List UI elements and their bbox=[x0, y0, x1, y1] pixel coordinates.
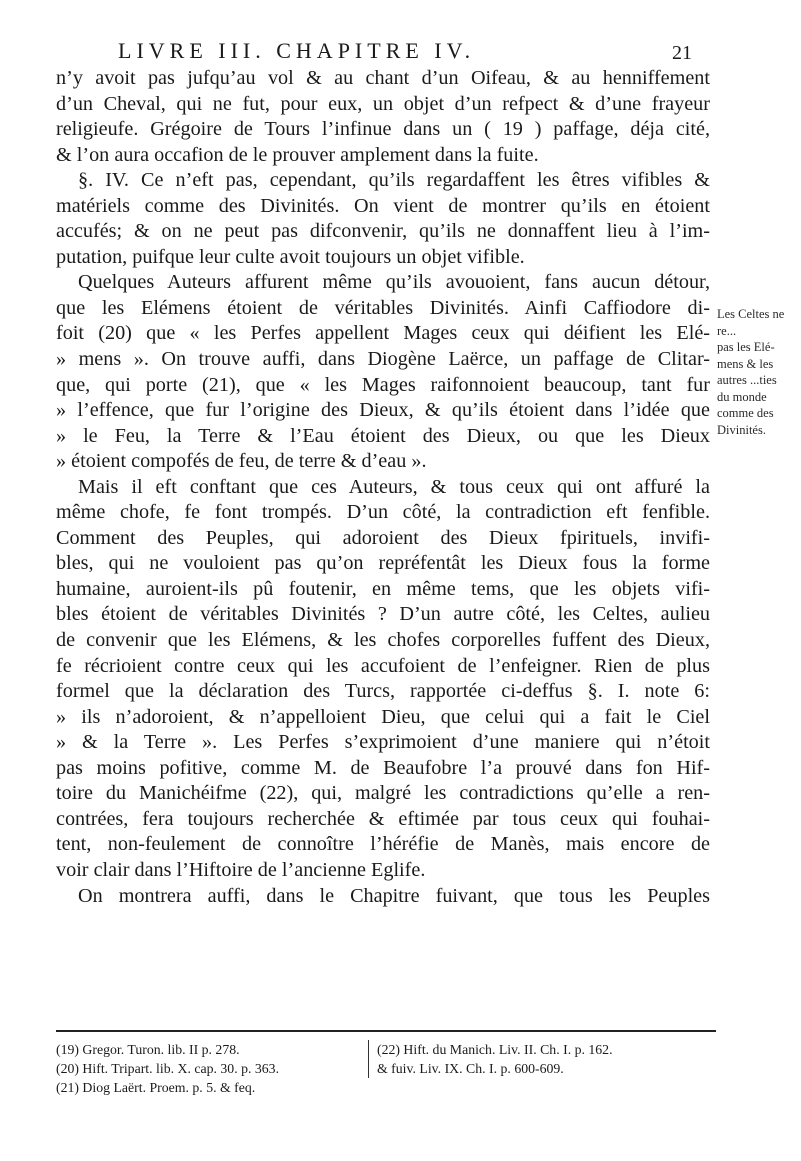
main-text bbox=[56, 66, 710, 909]
text-line: » le Feu, la Terre & l’Eau étoient des Dieux, ou que les Dieux bbox=[56, 424, 710, 447]
footnotes-left bbox=[56, 1040, 356, 1097]
margin-note-line: pas les Elé- bbox=[717, 340, 775, 354]
page-number: 21 bbox=[672, 42, 692, 64]
text-line: bles étoient de véritables Divinités ? D’un autre côté, les Celtes, aulieu bbox=[56, 603, 710, 626]
text-line: humaine, auroient-ils pû foutenir, en même tems, que les objets vifi- bbox=[56, 577, 710, 600]
margin-note-line: du monde bbox=[717, 389, 767, 404]
text-line: pas moins pofitive, comme M. de Beaufobre l’a prouvé dans fon Hif- bbox=[56, 756, 710, 779]
text-line: » ils n’adoroient, & n’appelloient Dieu, que celui qui a fait le Ciel bbox=[56, 705, 710, 728]
footnote: & fuiv. Liv. IX. Ch. I. p. 600-609. bbox=[377, 1061, 564, 1076]
footnote: (22) Hift. du Manich. Liv. II. Ch. I. p. 162. bbox=[377, 1042, 613, 1057]
text-line: » l’effence, que fur l’origine des Dieux, & qu’ils étoient dans l’idée que bbox=[56, 399, 710, 422]
text-line: putation, puifque leur culte avoit toujours un objet vifible. bbox=[56, 245, 525, 268]
margin-note-line: comme des bbox=[717, 406, 774, 420]
text-line: bles, qui ne vouloient pas qu’on repréfentât les Dieux fous la forme bbox=[56, 552, 710, 575]
text-line: même chofe, fe font trompés. D’un côté, la contradiction eft fenfible. bbox=[56, 501, 710, 524]
text-line: que, qui porte (21), que « les Mages raifonnoient beaucoup, tant fur bbox=[56, 373, 710, 396]
margin-note-line: Divinités. bbox=[717, 422, 766, 437]
footnote-rule bbox=[56, 1030, 716, 1032]
text-line: » étoient compofés de feu, de terre & d’eau ». bbox=[56, 450, 427, 473]
text-line: tent, non-feulement de connoître l’héréfie de Manès, mais encore de bbox=[56, 833, 710, 856]
text-line: toire du Manichéifme (22), qui, malgré les contradictions qu’elle a ren- bbox=[56, 782, 710, 805]
text-line: Quelques Auteurs affurent même qu’ils avouoient, fans aucun détour, bbox=[78, 271, 710, 294]
footnotes-right bbox=[368, 1040, 697, 1078]
text-line: religieufe. Grégoire de Tours l’infinue dans un ( 19 ) paffage, déja cité, bbox=[56, 118, 710, 141]
margin-note bbox=[717, 306, 797, 438]
text-line: que les Elémens étoient de véritables Divinités. Ainfi Caffiodore di- bbox=[56, 296, 710, 319]
footnote: (20) Hift. Tripart. lib. X. cap. 30. p. 363. bbox=[56, 1061, 280, 1076]
text-line: » & la Terre ». Les Perfes s’exprimoient d’une maniere qui n’étoit bbox=[56, 731, 710, 754]
text-line: & l’on aura occafion de le prouver amplement dans la fuite. bbox=[56, 143, 539, 166]
text-line: contrées, fera toujours recherchée & eftimée par tous ceux qui fouhai- bbox=[56, 807, 710, 830]
text-line: fe récrioient contre ceux qui les accufoient de l’enfeigner. Rien de plus bbox=[56, 654, 710, 677]
text-line: voir clair dans l’Hiftoire de l’ancienne Eglife. bbox=[56, 858, 426, 881]
text-line: §. IV. Ce n’eft pas, cependant, qu’ils regardaffent les êtres vifibles & bbox=[78, 169, 710, 192]
text-line: » mens ». On trouve auffi, dans Diogène Laërce, un paffage de Clitar- bbox=[56, 348, 710, 371]
footnote: (19) Gregor. Turon. lib. II p. 278. bbox=[56, 1042, 240, 1057]
text-line: n’y avoit pas jufqu’au vol & au chant d’un Oifeau, & au henniffement bbox=[56, 67, 710, 89]
text-line: formel que la déclaration des Turcs, rapportée ci-deffus §. I. note 6: bbox=[56, 680, 710, 703]
margin-note-line: mens & les bbox=[717, 356, 774, 371]
text-line: Mais il eft conftant que ces Auteurs, & tous ceux qui ont affuré la bbox=[78, 475, 710, 498]
text-line: d’un Cheval, qui ne fut, pour eux, un objet d’un refpect & d’une frayeur bbox=[56, 92, 710, 115]
text-line: Comment des Peuples, qui adoroient des Dieux fpirituels, invifi- bbox=[56, 526, 710, 549]
margin-note-line: Les Celtes ne bbox=[717, 307, 785, 321]
footnote: (21) Diog Laërt. Proem. p. 5. & feq. bbox=[56, 1080, 256, 1095]
margin-note-line: autres ...ties bbox=[717, 373, 777, 387]
text-line: foit (20) que « les Perfes appellent Mages ceux qui déifient les Elé- bbox=[56, 322, 710, 345]
margin-note-line: re... bbox=[717, 323, 737, 338]
text-line: accufés; & on ne peut pas difconvenir, qu’ils ne donnaffent lieu à l’im- bbox=[56, 220, 710, 243]
text-line: de convenir que les Elémens, & les chofes corporelles fuffent des Dieux, bbox=[56, 629, 710, 652]
text-line: On montrera auffi, dans le Chapitre fuivant, que tous les Peuples bbox=[78, 884, 710, 907]
running-title: LIVRE III. CHAPITRE IV. bbox=[118, 38, 476, 63]
text-line: matériels comme des Divinités. On vient de montrer qu’ils en étoient bbox=[56, 194, 710, 217]
